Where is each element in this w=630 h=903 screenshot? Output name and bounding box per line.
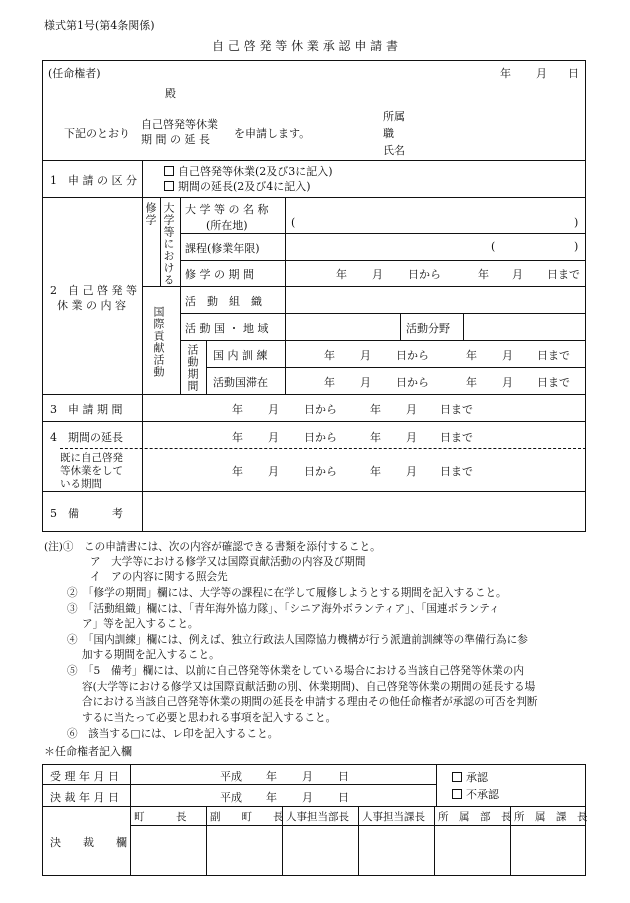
period-month: 月: [406, 465, 417, 478]
appointer-section-title: ＊任命権者記入欄: [44, 745, 132, 758]
col-deputy-mayor: 副 町 長: [210, 811, 284, 823]
period-year: 年: [324, 349, 335, 362]
dono-label: 殿: [165, 87, 176, 100]
period-from: 日から: [408, 268, 441, 281]
note-line: (注)① この申請書には、次の内容が確認できる書類を添付すること。: [44, 541, 381, 553]
course-label: 課程(修業年限): [185, 242, 260, 255]
col-mayor: 町 長: [134, 811, 187, 823]
period-until: 日まで: [440, 431, 473, 444]
checkbox-icon: [452, 789, 462, 799]
option-extension: 期 間 の 延 長: [141, 133, 210, 146]
period-from: 日から: [304, 465, 337, 478]
kessai-label: 決 裁 欄: [50, 836, 127, 849]
note-line: ア 大学等における修学又は国際貢献活動の内容及び期間: [90, 556, 366, 568]
checkbox-leave[interactable]: [164, 163, 333, 179]
name-label: 氏名: [383, 144, 405, 157]
period-year: 年: [232, 431, 243, 444]
checkbox-extension[interactable]: [164, 178, 311, 194]
period-year: 年: [232, 465, 243, 478]
course-paren-close: ): [574, 240, 579, 253]
page-title: 自 己 啓 発 等 休 業 承 認 申 請 書: [212, 39, 398, 53]
section2-label-2: 休 業 の 内 容: [57, 299, 126, 312]
period-until: 日まで: [537, 376, 570, 389]
year-label: 年: [266, 770, 277, 783]
period-month: 月: [512, 268, 523, 281]
appointer-label: (任命権者): [48, 67, 101, 80]
period-until: 日まで: [440, 403, 473, 416]
period-month: 月: [406, 403, 417, 416]
period-month: 月: [268, 465, 279, 478]
col-dept-director: 所 属 部 長: [438, 811, 512, 823]
note-line: ③ 「活動組織」欄には、「青年海外協力隊」、「シニア海外ボランティア」、「国連ボランティ: [67, 603, 500, 615]
not-approved-checkbox[interactable]: [452, 786, 499, 802]
checkbox-icon: [164, 181, 174, 191]
received-date-label: 受 理 年 月 日: [50, 770, 119, 783]
checkbox-icon: [452, 772, 462, 782]
section4-label: 4 期間の延長: [50, 431, 123, 444]
date-year-label: 年: [500, 67, 511, 80]
option-leave: 自己啓発等休業: [141, 118, 218, 131]
period-group: 活動期間: [186, 344, 199, 392]
col-hr-manager: 人事担当課長: [362, 811, 425, 823]
heisei-label: 平成: [220, 770, 242, 783]
period-year: 年: [478, 268, 489, 281]
heisei-label: 平成: [220, 791, 242, 804]
period-year: 年: [370, 403, 381, 416]
period-from: 日から: [396, 376, 429, 389]
section3-label: 3 申 請 期 間: [50, 403, 123, 416]
approved-checkbox[interactable]: [452, 769, 488, 785]
dept-label: 所属: [383, 110, 405, 123]
decided-date-label: 決 裁 年 月 日: [50, 791, 119, 804]
note-line: ⑤ 「5 備考」欄には、以前に自己啓発等休業をしている場合における当該自己啓発等休業の内: [67, 665, 524, 677]
period-month: 月: [502, 376, 513, 389]
section1-label: 1 申 請 の 区 分: [50, 174, 137, 187]
period-year: 年: [232, 403, 243, 416]
day-label: 日: [338, 791, 349, 804]
date-day-label: 日: [568, 67, 579, 80]
note-line: するに当たって必要と思われる事項を記入すること。: [82, 712, 337, 724]
checkbox-icon: [164, 166, 174, 176]
period-month: 月: [360, 349, 371, 362]
period-year: 年: [370, 465, 381, 478]
note-line: ② 「修学の期間」欄には、大学等の課程に在学して履修しようとする期間を記入すること。: [67, 587, 507, 599]
note-line: ④ 「国内訓練」欄には、例えば、独立行政法人国際協力機構が行う派遣前訓練等の準備行為に参: [67, 634, 528, 646]
not-approved-label: 不承認: [466, 788, 499, 801]
period-until: 日まで: [537, 349, 570, 362]
period-year: 年: [466, 349, 477, 362]
approved-label: 承認: [466, 771, 488, 784]
period-month: 月: [502, 349, 513, 362]
note-line: イ アの内容に関する照会先: [90, 571, 228, 583]
form-number: 様式第1号(第4条関係): [44, 19, 155, 32]
period-year: 年: [324, 376, 335, 389]
section5-label: 5 備 考: [50, 507, 123, 520]
period-from: 日から: [304, 431, 337, 444]
study-group-a: 修学: [144, 202, 157, 226]
prior-period-line2: 等休業をして: [60, 465, 123, 477]
period-month: 月: [360, 376, 371, 389]
paren-close: ): [574, 216, 579, 229]
intl-group: 国際貢献活動: [152, 306, 165, 378]
note-line: ⑥ 該当する□には、レ印を記入すること。: [67, 728, 279, 740]
period-until: 日まで: [440, 465, 473, 478]
univ-location-label: (所在地): [206, 219, 248, 232]
date-month-label: 月: [536, 67, 547, 80]
note-line: 加する期間を記入すること。: [82, 649, 220, 661]
domestic-label: 国 内 訓 練: [213, 349, 268, 362]
checkbox-extension-label: 期間の延長(2及び4に記入): [178, 180, 311, 193]
section2-label-1: 2 自 己 啓 発 等: [50, 284, 137, 297]
period-month: 月: [372, 268, 383, 281]
period-until: 日まで: [547, 268, 580, 281]
period-from: 日から: [396, 349, 429, 362]
col-hr-director: 人事担当部長: [286, 811, 349, 823]
period-month: 月: [268, 431, 279, 444]
intro-text: 下記のとおり: [64, 127, 130, 140]
period-year: 年: [466, 376, 477, 389]
country-label: 活 動 国 ・ 地 域: [185, 322, 269, 335]
month-label: 月: [302, 791, 313, 804]
paren-open: (: [291, 216, 296, 229]
post-label: 職: [383, 127, 394, 140]
checkbox-leave-label: 自己啓発等休業(2及び3に記入): [178, 165, 333, 178]
year-label: 年: [266, 791, 277, 804]
study-group-b: 大学等における: [162, 202, 175, 286]
univ-name-label: 大 学 等 の 名 称: [185, 203, 269, 216]
day-label: 日: [338, 770, 349, 783]
course-paren-open: (: [491, 240, 496, 253]
period-year: 年: [370, 431, 381, 444]
abroad-label: 活動国滞在: [213, 376, 268, 389]
field-label: 活動分野: [406, 322, 450, 335]
period-month: 月: [268, 403, 279, 416]
period-month: 月: [406, 431, 417, 444]
period-year: 年: [336, 268, 347, 281]
period-from: 日から: [304, 403, 337, 416]
prior-period-line1: 既に自己啓発: [60, 452, 123, 464]
study-period-label: 修 学 の 期 間: [185, 268, 254, 281]
note-line: ア」等を記入すること。: [82, 618, 199, 630]
note-line: 合における当該自己啓発等休業の期間の延長を申請する理由その他任命権者が承認の可否を判断: [82, 696, 538, 708]
org-label: 活 動 組 織: [185, 295, 262, 308]
prior-period-line3: いる期間: [60, 478, 102, 490]
note-line: 容(大学等における修学又は国際貢献活動の別、休業期間)、自己啓発等休業の期間の延長する場: [82, 681, 536, 693]
month-label: 月: [302, 770, 313, 783]
request-suffix: を申請します。: [234, 127, 311, 140]
col-dept-manager: 所 属 課 長: [514, 811, 588, 823]
